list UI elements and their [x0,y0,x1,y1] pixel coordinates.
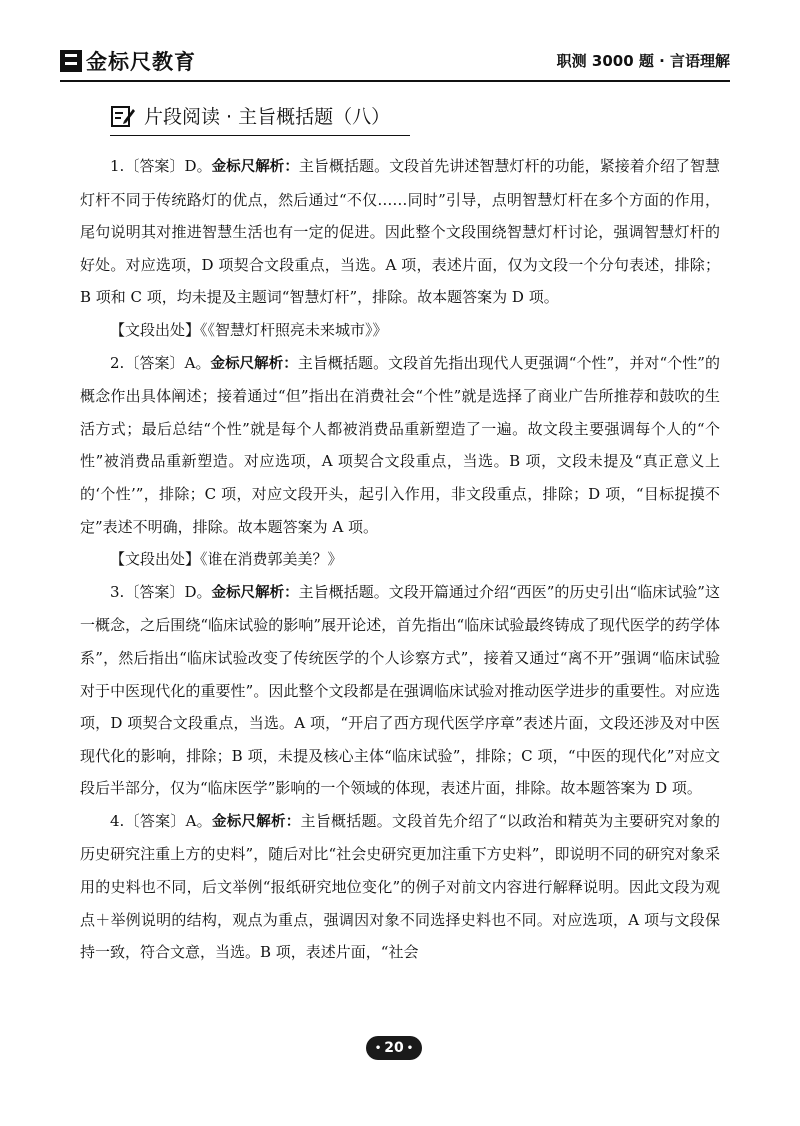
analysis-label: 金标尺解析： [211,159,299,175]
analysis-label: 金标尺解析： [210,355,298,372]
dot-icon: • [374,1042,382,1054]
dot-icon: • [406,1042,414,1054]
answer-letter: A。 [184,353,211,372]
analysis-text: 主旨概括题。文段首先讲述智慧灯杆的功能，紧接着介绍了智慧灯杆不同于传统路灯的优点，然后通过“不仅……同时”引导，点明智慧灯杆在多个方面的作用，尾句说明其对推进智慧生活也有一定的促进。因此整个文段围绕智慧灯杆讨论，强调智慧灯杆的好处。对应选项，D 项契合文段重点，当选。A 项，表述片面，仅为文段一个分句表述，排除；B 项和 C 项，均未提及主题词“智慧灯杆”，排除。故本题答案为 D 项。 [80,157,720,307]
publisher-logo [60,46,196,76]
source-citation: 【文段出处】《谁在消费郭美美？》 [110,550,343,569]
answer-letter: D。 [184,582,212,601]
answer-label: 〔答案〕 [124,157,185,175]
source-citation: 【文段出处】《《智慧灯杆照亮未来城市》》 [110,320,388,339]
analysis-text: 主旨概括题。文段开篇通过介绍“西医”的历史引出“临床试验”这一概念，之后围绕“临床试验的影响”展开论述，首先指出“临床试验最终铸成了现代医学的药学体系”，然后指出“临床试验改变了传统医学的个人诊察方式”，接着又通过“离不开”强调“临床试验对于中医现代化的重要性”。因此整个文段都是在强调临床试验对推动医学进步的重要性。对应选项，D 项契合文段重点，当选。A 项，“开启了西方现代医学序章”表述片面，文段还涉及对中医现代化的影响，排除；B 项，未提及核心主体“临床试验”，排除；C 项，“中医的现代化”对应文段后半部分，仅为“临床医学”影响的一个领域的体现，表述片面，排除。故本题答案为 D 项。 [80,582,720,798]
page-header [60,38,730,82]
section-title [110,102,410,136]
question-number: 1. [110,157,125,175]
analysis-text: 主旨概括题。文段首先介绍了“以政治和精英为主要研究对象的历史研究注重上方的史料”，随后对比“社会史研究更加注重下方史料”，即说明不同的研究对象采用的史料也不同，后文举例“报纸研究地位变化”的例子对前文内容进行解释说明。因此文段为观点＋举例说明的结构，观点为重点，强调因对象不同选择史料也不同。对应选项，A 项与文段保持一致，符合文意，当选。B 项，表述片面，“社会 [80,811,720,962]
answer-letter: D。 [184,157,212,175]
question-number: 3. [110,582,125,601]
answer-item-1 [80,150,720,314]
logo-mark-icon [60,50,82,72]
answer-label: 〔答案〕 [124,353,185,372]
question-number: 4. [110,811,125,830]
edit-note-icon [110,103,136,129]
answer-label: 〔答案〕 [124,582,185,601]
answer-content [80,150,720,969]
page-number-badge [366,1036,422,1060]
analysis-text: 主旨概括题。文段首先指出现代人更强调“个性”，并对“个性”的概念作出具体阐述；接着通过“但”指出在消费社会“个性”就是选择了商业广告所推荐和鼓吹的生活方式；最后总结“个性”就是每个人都被消费品重新塑造了一遍。故文段主要强调每个人的“个性”被消费品重新塑造。对应选项，A 项契合文段重点，当选。B 项，文段未提及“真正意义上的‘个性’”，排除；C 项，对应文段开头，起引入作用，非文段重点，排除；D 项，“目标捉摸不定”表述不明确，排除。故本题答案为 A 项。 [80,353,720,536]
logo-text: 金标尺教育 [86,50,196,74]
answer-letter: A。 [185,811,212,830]
answer-item-4 [80,805,720,969]
question-number: 2. [110,353,125,372]
analysis-label: 金标尺解析： [211,584,299,601]
book-title: 职测 3000 题 · 言语理解 [556,52,730,70]
page-number: 20 [384,1040,404,1056]
answer-label: 〔答案〕 [124,811,186,830]
section-title-text: 片段阅读 · 主旨概括题（八） [144,106,391,128]
answer-item-2 [80,347,720,544]
analysis-label: 金标尺解析： [211,813,301,830]
answer-item-3 [80,576,720,805]
